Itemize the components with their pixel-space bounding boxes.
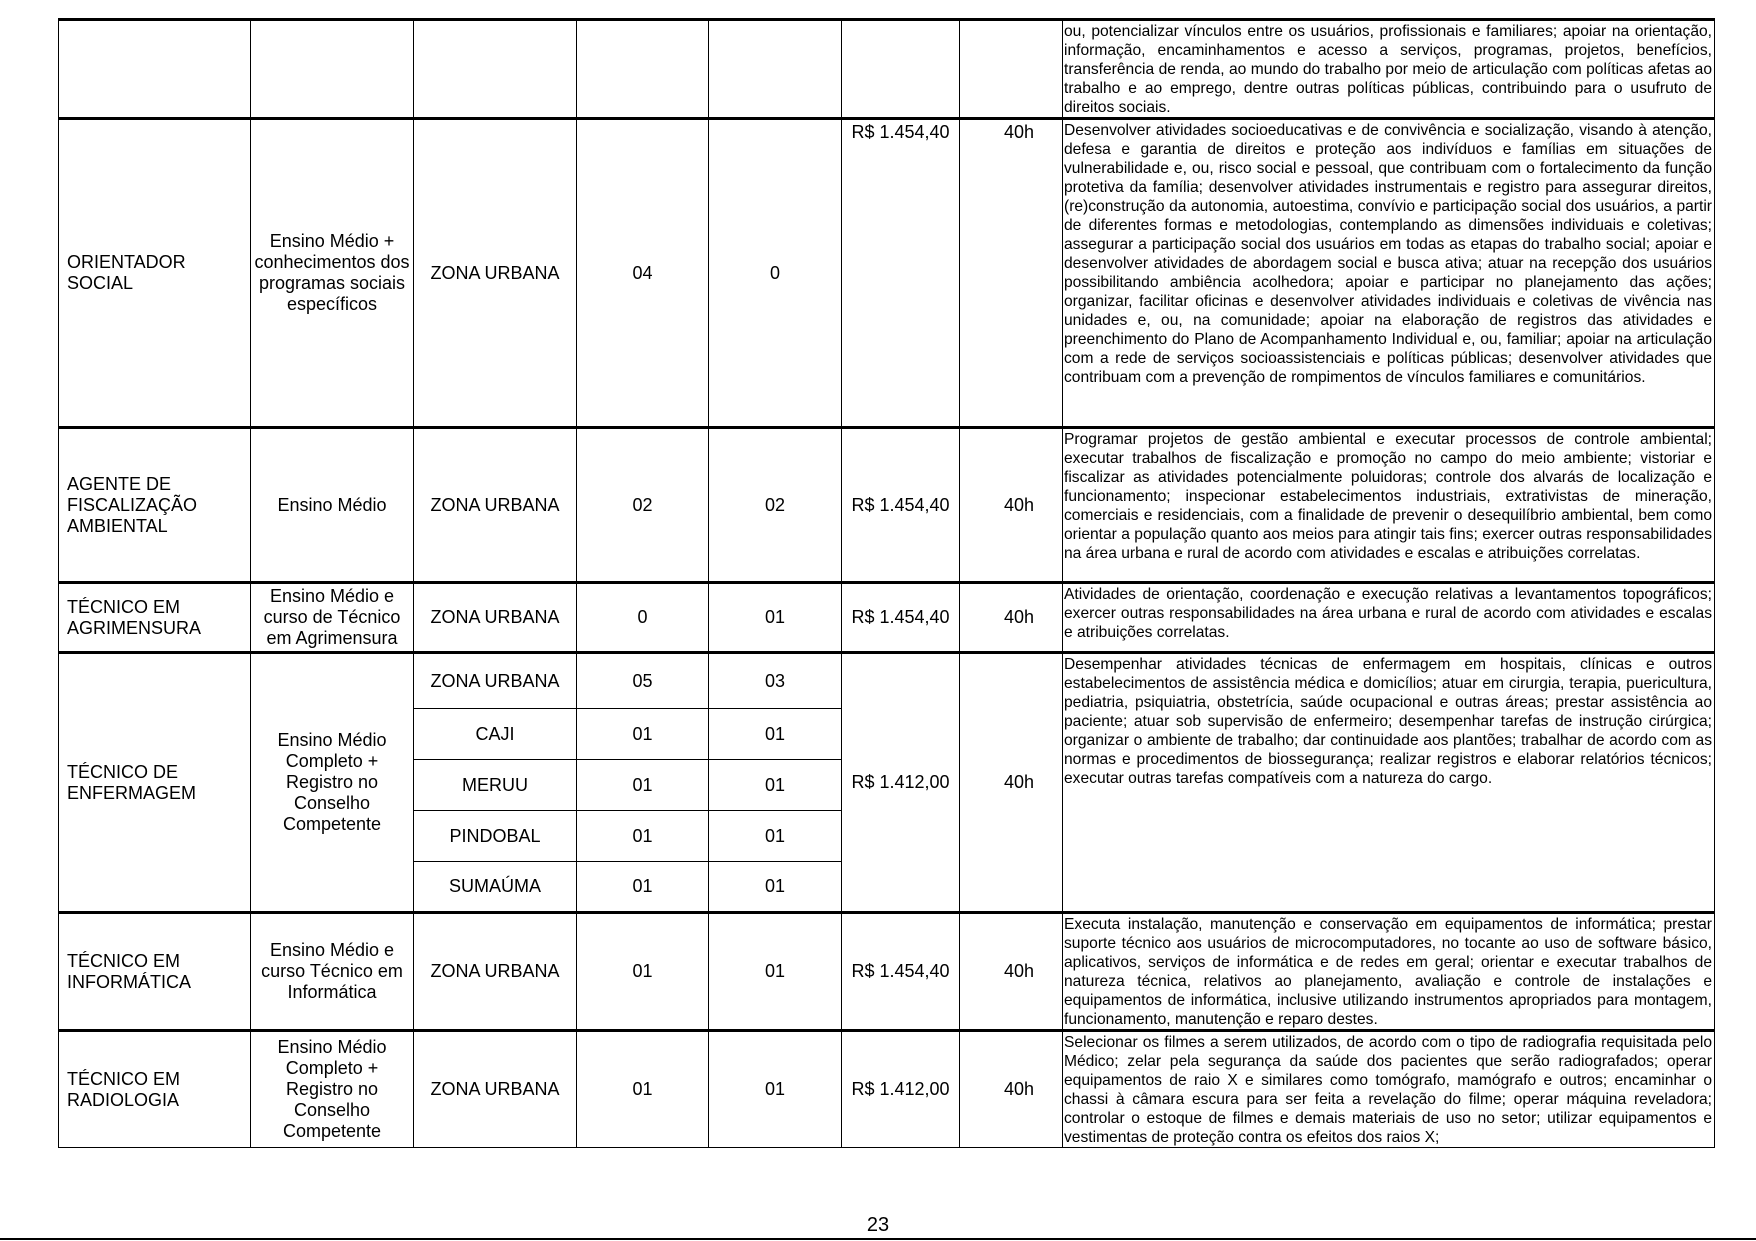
local-cell: PINDOBAL	[414, 811, 577, 862]
descricao-cell: Atividades de orientação, coordenação e execução relativas a levantamentos topográficos; exercer outras responsabilidades na área urbana e rural de acordo com atividades e escalas e atribuições correlatas.	[1063, 583, 1715, 653]
escolaridade-cell: Ensino Médio + conhecimentos dos programas sociais específicos	[251, 119, 414, 428]
vagas-pne-cell: 01	[709, 811, 842, 862]
salario-cell: R$ 1.412,00	[842, 1031, 960, 1148]
salario-cell: R$ 1.454,40	[842, 428, 960, 583]
vagas-pne-cell: 01	[709, 913, 842, 1031]
vagas-ampla-cell: 01	[577, 811, 709, 862]
local-cell: ZONA URBANA	[414, 428, 577, 583]
descricao-cell: Desempenhar atividades técnicas de enfermagem em hospitais, clínicas e outros estabelecimentos de assistência médica e domicílios; atuar em cirurgia, terapia, puericultura, pediatria, psiquiatria, obstetrícia, saúde ocupacional e outras áreas; prestar assistência ao paciente; atuar sob supervisão de enfermeiro; desempenhar tarefas de instrução cirúrgica; organizar o ambiente de trabalho; dar continuidade aos plantões; trabalhar de acordo com as normas e procedimentos de biossegurança; realizar registros e elaborar relatórios técnicos; executar outras tarefas compatíveis com a natureza do cargo.	[1063, 653, 1715, 913]
descricao-cell: Selecionar os filmes a serem utilizados, de acordo com o tipo de radiografia requisitada pelo Médico; zelar pela segurança da saúde dos pacientes que serão radiografados; operar equipamentos de raio X e similares como tomógrafo, mamógrafo e outros; encaminhar o chassi à câmara escura para ser feita a revelação do filme; operar máquina reveladora; controlar o estoque de filmes e demais materiais de uso no setor; utilizar equipamentos e vestimentas de proteção contra os efeitos dos raios X;	[1063, 1031, 1715, 1148]
local-cell: ZONA URBANA	[414, 583, 577, 653]
vagas-ampla-cell: 02	[577, 428, 709, 583]
escolaridade-cell: Ensino Médio e curso de Técnico em Agrimensura	[251, 583, 414, 653]
carga-horaria-cell: 40h	[960, 428, 1063, 583]
carga-horaria-cell: 40h	[960, 119, 1063, 428]
cargo-cell: TÉCNICO EM INFORMÁTICA	[59, 913, 251, 1031]
table-row	[59, 653, 1715, 709]
carga-horaria-cell: 40h	[960, 913, 1063, 1031]
local-cell: ZONA URBANA	[414, 913, 577, 1031]
cargo-cell	[59, 20, 251, 119]
descricao-cell: ou, potencializar vínculos entre os usuários, profissionais e familiares; apoiar na orientação, informação, encaminhamentos e acesso a serviços, programas, projetos, benefícios, transferência de renda, ao mundo do trabalho por meio de articulação com políticas afetas ao trabalho e ao emprego, dentre outras políticas públicas, contribuindo para o usufruto de direitos sociais.	[1063, 20, 1715, 119]
vagas-pne-cell	[709, 20, 842, 119]
vagas-ampla-cell: 01	[577, 709, 709, 760]
table-row	[59, 583, 1715, 653]
cargo-cell: TÉCNICO EM RADIOLOGIA	[59, 1031, 251, 1148]
cargo-cell: TÉCNICO DE ENFERMAGEM	[59, 653, 251, 913]
carga-horaria-cell: 40h	[960, 653, 1063, 913]
vagas-ampla-cell: 01	[577, 862, 709, 913]
salario-cell: R$ 1.454,40	[842, 583, 960, 653]
vagas-ampla-cell: 04	[577, 119, 709, 428]
page-number: 23	[866, 1214, 890, 1236]
page-bottom-rule	[0, 1238, 1756, 1240]
vagas-ampla-cell: 01	[577, 760, 709, 811]
escolaridade-cell	[251, 20, 414, 119]
table-row	[59, 119, 1715, 428]
local-cell: SUMAÚMA	[414, 862, 577, 913]
escolaridade-cell: Ensino Médio Completo + Registro no Conselho Competente	[251, 653, 414, 913]
table-row	[59, 20, 1715, 119]
carga-horaria-cell: 40h	[960, 583, 1063, 653]
escolaridade-cell: Ensino Médio Completo + Registro no Conselho Competente	[251, 1031, 414, 1148]
local-cell: ZONA URBANA	[414, 1031, 577, 1148]
cargo-cell: ORIENTADOR SOCIAL	[59, 119, 251, 428]
salario-cell: R$ 1.454,40	[842, 913, 960, 1031]
descricao-cell: Executa instalação, manutenção e conservação em equipamentos de informática; prestar suporte técnico aos usuários de microcomputadores, no tocante ao uso de software básico, aplicativos, serviços de informática e de redes em geral; orientar e executar trabalhos de natureza técnica, relativos ao planejamento, avaliação e controle de instalações e equipamentos de informática, inclusive utilizando instrumentos apropriados para montagem, funcionamento, manutenção e reparo destes.	[1063, 913, 1715, 1031]
table-row	[59, 428, 1715, 583]
salario-cell	[842, 20, 960, 119]
positions-table	[58, 18, 1715, 1148]
local-cell: ZONA URBANA	[414, 653, 577, 709]
escolaridade-cell: Ensino Médio e curso Técnico em Informática	[251, 913, 414, 1031]
table-row	[59, 913, 1715, 1031]
vagas-pne-cell: 03	[709, 653, 842, 709]
vagas-ampla-cell: 01	[577, 1031, 709, 1148]
vagas-ampla-cell	[577, 20, 709, 119]
vagas-pne-cell: 01	[709, 709, 842, 760]
vagas-pne-cell: 01	[709, 1031, 842, 1148]
vagas-pne-cell: 0	[709, 119, 842, 428]
cargo-cell: TÉCNICO EM AGRIMENSURA	[59, 583, 251, 653]
vagas-ampla-cell: 05	[577, 653, 709, 709]
table-row	[59, 1031, 1715, 1148]
vagas-ampla-cell: 0	[577, 583, 709, 653]
vagas-pne-cell: 01	[709, 583, 842, 653]
carga-horaria-cell	[960, 20, 1063, 119]
salario-cell: R$ 1.412,00	[842, 653, 960, 913]
carga-horaria-cell: 40h	[960, 1031, 1063, 1148]
vagas-pne-cell: 02	[709, 428, 842, 583]
local-cell	[414, 20, 577, 119]
vagas-ampla-cell: 01	[577, 913, 709, 1031]
escolaridade-cell: Ensino Médio	[251, 428, 414, 583]
cargo-cell: AGENTE DE FISCALIZAÇÃO AMBIENTAL	[59, 428, 251, 583]
vagas-pne-cell: 01	[709, 862, 842, 913]
local-cell: ZONA URBANA	[414, 119, 577, 428]
descricao-cell: Programar projetos de gestão ambiental e executar processos de controle ambiental; executar trabalhos de fiscalização e promoção no campo do meio ambiente; vistoriar e fiscalizar as atividades potencialmente poluidoras; controle dos alvarás de localização e funcionamento; inspecionar estabelecimentos industriais, extrativistas de mineração, comerciais e residenciais, com a finalidade de prevenir o desequilíbrio ambiental, bem como orientar a população quanto aos meios para atingir tais fins; exercer outras responsabilidades na área urbana e rural de acordo com atividades e escalas e atribuições correlatas.	[1063, 428, 1715, 583]
descricao-cell: Desenvolver atividades socioeducativas e de convivência e socialização, visando à atenção, defesa e garantia de direitos e proteção aos indivíduos e famílias em situações de vulnerabilidade e, ou, risco social e pessoal, que contribuam com o fortalecimento da função protetiva da família; desenvolver atividades instrumentais e registro para assegurar direitos, (re)construção da autonomia, autoestima, convívio e participação social dos usuários, a partir de diferentes formas e metodologias, contemplando as dimensões individuais e coletivas; assegurar a participação social dos usuários em todas as etapas do trabalho social; apoiar e desenvolver atividades de abordagem social e busca ativa; atuar na recepção dos usuários possibilitando ambiência acolhedora; apoiar e participar no planejamento das ações; organizar, facilitar oficinas e desenvolver atividades individuais e coletivas de vivência nas unidades e, ou, na comunidade; apoiar na elaboração de registros das atividades e preenchimento do Plano de Acompanhamento Individual e, ou, familiar; apoiar na articulação com a rede de serviços socioassistenciais e políticas públicas; desenvolver atividades que contribuam com a prevenção de rompimentos de vínculos familiares e comunitários.	[1063, 119, 1715, 428]
local-cell: CAJI	[414, 709, 577, 760]
local-cell: MERUU	[414, 760, 577, 811]
salario-cell: R$ 1.454,40	[842, 119, 960, 428]
vagas-pne-cell: 01	[709, 760, 842, 811]
